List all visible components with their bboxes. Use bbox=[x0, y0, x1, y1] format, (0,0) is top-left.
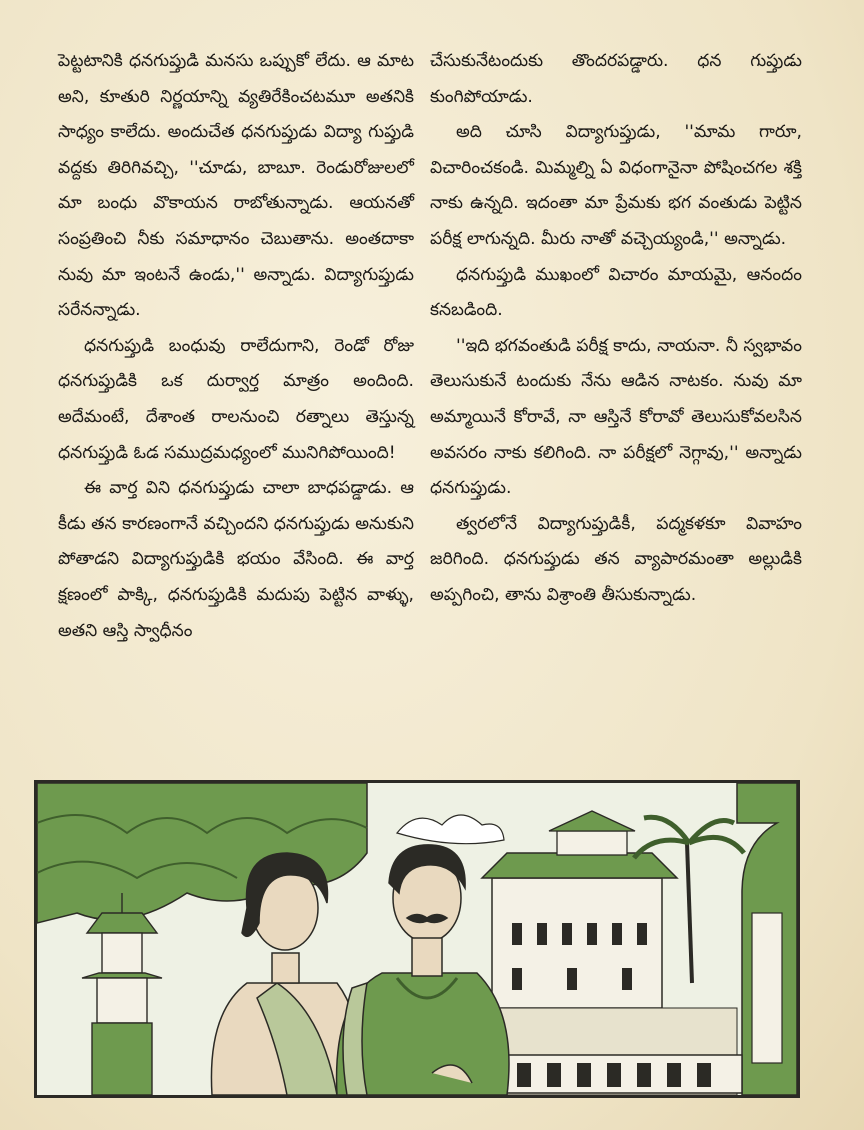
palace-roof bbox=[482, 853, 677, 878]
paragraph: ధనగుప్తుడి బంధువు రాలేదుగాని, రెండో రోజు ధనగుప్తుడికి ఒక దుర్వార్త మాత్రం అందింది. అదేమంటే, దేశాంత రాలనుంచి రత్నాలు తెస్తున్న ధనగుప్తుడి ఓడ సముద్రమధ్యంలో మునిగిపోయింది! bbox=[58, 335, 414, 463]
paragraph: త్వరలోనే విద్యాగుప్తుడికీ, పద్మకళకూ వివాహం జరిగింది. ధనగుప్తుడు తన వ్యాపారమంతా అల్లుడికి అప్పగించి, తాను విశ్రాంతి తీసుకున్నాడు. bbox=[430, 513, 802, 605]
illustration-drawing bbox=[37, 783, 797, 1095]
paragraph: అది చూసి విద్యాగుప్తుడు, ''మామ గారూ, విచారించకండి. మిమ్మల్ని ఏ విధంగానైనా పోషించగల శక్తి నాకు ఉన్నది. ఇదంతా మా ప్రేమకు భగ వంతుడు పెట్టిన పరీక్ష లాగున్నది. మీరు నాతో వచ్చెయ్యండి,'' అన్నాడు. bbox=[430, 122, 802, 249]
arch-pillar bbox=[752, 913, 782, 1063]
paragraph: పెట్టటానికి ధనగుప్తుడి మనసు ఒప్పుకో లేదు. ఆ మాట అని, కూతురి నిర్ణయాన్ని వ్యతిరేకించటమూ అతనికి సాధ్యం కాలేదు. అందుచేత ధనగుప్తుడు విద్యా గుప్తుడి వద్దకు తిరిగివచ్చి, ''చూడు, బాబూ. రెండురోజులలో మా బంధు వొకాయన రాబోతున్నాడు. ఆయనతో సంప్రతించి నీకు సమాధానం చెబుతాను. అంతదాకా నువు మా ఇంటనే ఉండు,'' అన్నాడు. విద్యాగుప్తుడు సరేనన్నాడు. bbox=[58, 51, 414, 321]
left-text-column bbox=[58, 44, 414, 649]
right-text-column bbox=[430, 44, 802, 614]
palace-tower bbox=[557, 831, 627, 855]
paragraph: ఈ వార్త విని ధనగుప్తుడు చాలా బాధపడ్డాడు. ఆ కీడు తన కారణంగానే వచ్చిందని ధనగుప్తుడు అనుకుని పోతాడని విద్యాగుప్తుడికి భయం వేసింది. ఈ వార్త క్షణంలో పాక్కి, ధనగుప్తుడికి మదుపు పెట్టిన వాళ్ళు, అతని ఆస్తి స్వాధీనం bbox=[58, 478, 414, 641]
story-illustration bbox=[34, 780, 800, 1098]
paragraph: ధనగుప్తుడి ముఖంలో విచారం మాయమై, ఆనందం కనబడింది. bbox=[430, 264, 802, 321]
paragraph: ''ఇది భగవంతుడి పరీక్ష కాదు, నాయనా. నీ స్వభావం తెలుసుకునే టందుకు నేను ఆడిన నాటకం. నువు మా అమ్మాయినే కోరావే, నా ఆస్తినే కోరావో తెలుసుకోవలసిన అవసరం నాకు కలిగింది. నా పరీక్షలో నెగ్గావు,'' అన్నాడు ధనగుప్తుడు. bbox=[430, 335, 802, 499]
paragraph: చేసుకునేటందుకు తొందరపడ్డారు. ధన గుప్తుడు కుంగిపోయాడు. bbox=[430, 51, 802, 107]
